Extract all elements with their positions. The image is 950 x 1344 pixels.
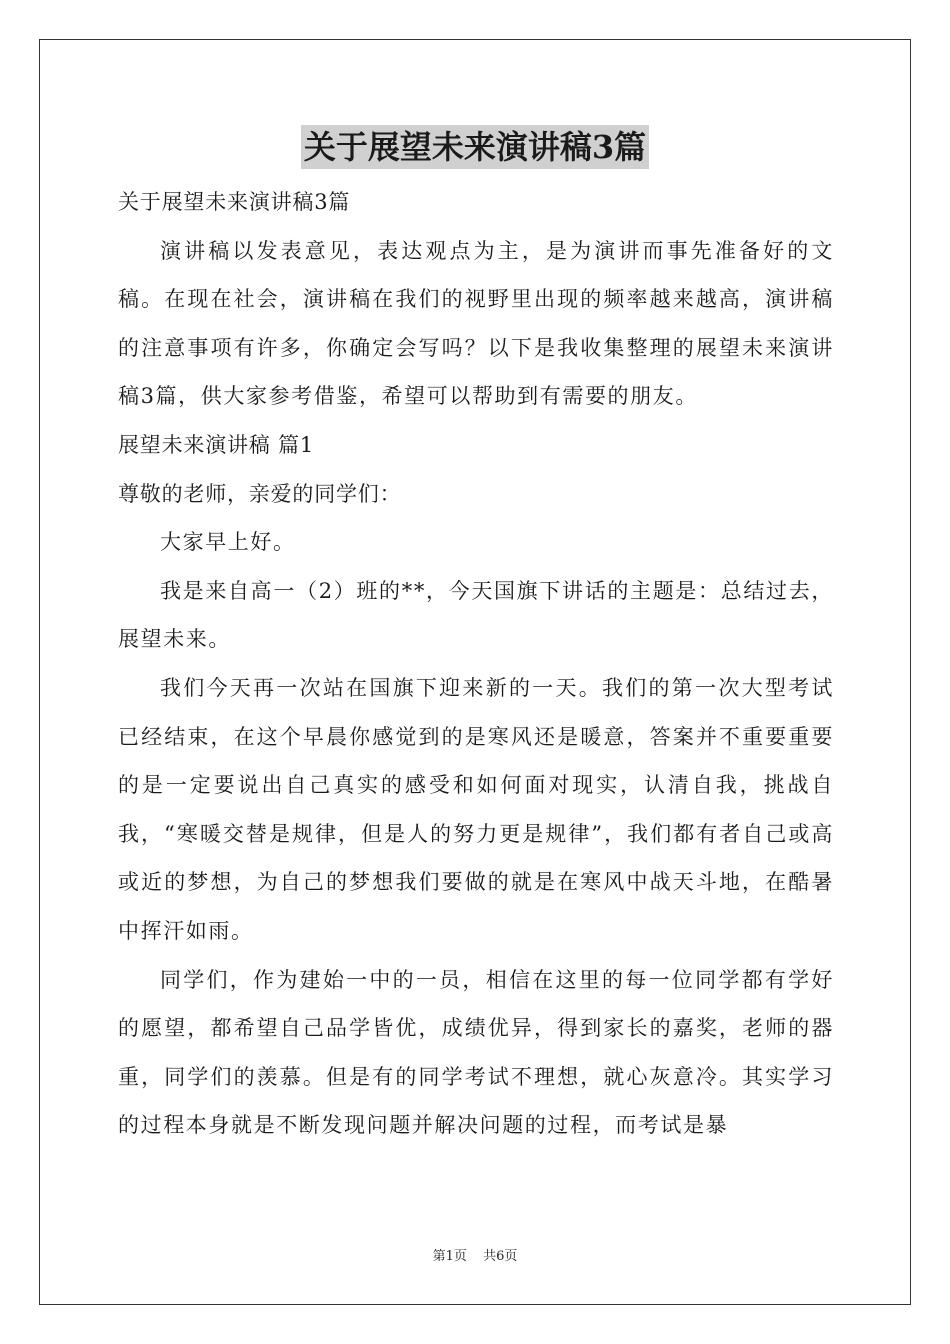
body-paragraph-4: 同学们，作为建始一中的一员，相信在这里的每一位同学都有学好的愿望，都希望自己品学皆优，成绩优异，得到家长的嘉奖，老师的器重，同学们的羡慕。但是有的同学考试不理想，就心灰意冷。其实学习的过程本身就是不断发现问题并解决问题的过程，而考试是暴 (118, 967, 834, 1138)
document-subtitle: 关于展望未来演讲稿3篇 (118, 190, 351, 214)
section-heading: 展望未来演讲稿 篇1 (118, 432, 315, 457)
body-paragraph-3: 我们今天再一次站在国旗下迎来新的一天。我们的第一次大型考试已经结束，在这个早晨你感觉到的是寒风还是暖意，答案并不重要重要的是一定要说出自己真实的感受和如何面对现实，认清自我，挑战自我，“寒暖交替是规律，但是人的努力更是规律”，我们都有者自己或高或近的梦想，为自己的梦想我们要做的就是在寒风中战天斗地，在酷暑中挥汗如雨。 (118, 675, 834, 943)
title-container (0, 125, 950, 169)
body-paragraph-2: 我是来自高一（2）班的**，今天国旗下讲话的主题是：总结过去，展望未来。 (118, 578, 834, 652)
page-footer (0, 1245, 950, 1264)
page-total: 共6页 (483, 1249, 518, 1264)
document-title: 关于展望未来演讲稿3篇 (301, 125, 649, 169)
page-number: 第1页 (432, 1249, 467, 1264)
intro-paragraph: 演讲稿以发表意见，表达观点为主，是为演讲而事先准备好的文稿。在现在社会，演讲稿在我们的视野里出现的频率越来越高，演讲稿的注意事项有许多，你确定会写吗？以下是我收集整理的展望未来演讲稿3篇，供大家参考借鉴，希望可以帮助到有需要的朋友。 (118, 238, 834, 409)
body-paragraph-1: 大家早上好。 (160, 530, 296, 555)
document-body (118, 178, 834, 1150)
salutation: 尊敬的老师，亲爱的同学们： (118, 481, 402, 506)
